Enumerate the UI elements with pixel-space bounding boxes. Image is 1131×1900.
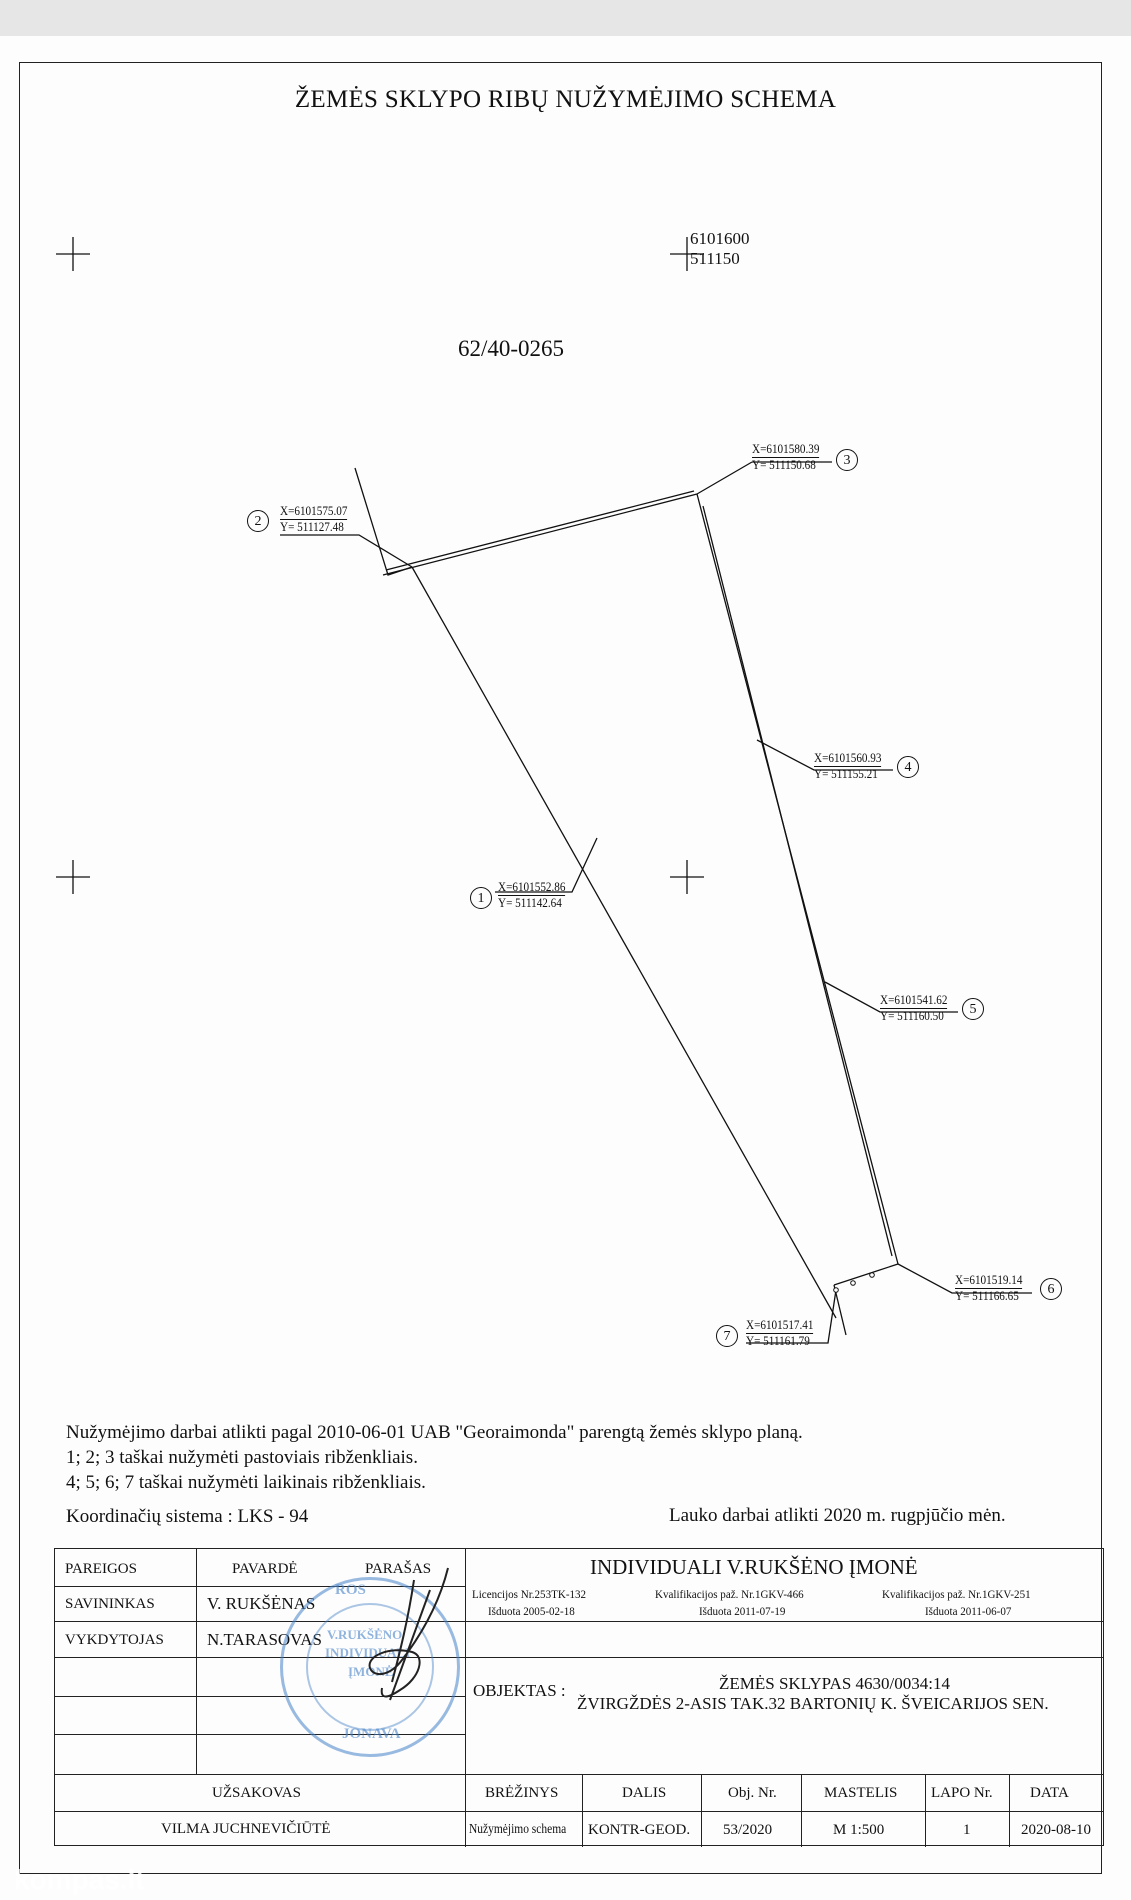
coord-y-3: Y= 511150.68 bbox=[752, 457, 816, 472]
role-executor: VYKDYTOJAS bbox=[65, 1632, 164, 1648]
name-owner: V. RUKŠĖNAS bbox=[207, 1594, 316, 1613]
header-signature: PARAŠAS bbox=[365, 1561, 432, 1577]
header-role: PAREIGOS bbox=[65, 1561, 137, 1577]
license-1: Licencijos Nr.253TK-132 bbox=[472, 1587, 587, 1601]
boundary-line-3-6-inner bbox=[703, 506, 892, 1256]
license-3-issued: Išduota 2011-06-07 bbox=[925, 1604, 1012, 1618]
marker-point bbox=[851, 1281, 856, 1286]
coord-x-2: X=6101575.07 bbox=[280, 503, 348, 518]
boundary-line-6-7 bbox=[834, 1264, 898, 1285]
coord-x-4: X=6101560.93 bbox=[814, 750, 882, 765]
grid-cross-mid-center bbox=[670, 860, 704, 894]
point-number-7: 7 bbox=[716, 1325, 738, 1347]
coord-x-7: X=6101517.41 bbox=[746, 1317, 814, 1332]
license-3: Kvalifikacijos paž. Nr.1GKV-251 bbox=[882, 1587, 1031, 1601]
marker-point bbox=[834, 1288, 839, 1293]
boundary-line-2-3-inner bbox=[386, 491, 694, 570]
license-2-issued: Išduota 2011-07-19 bbox=[699, 1604, 786, 1618]
coord-x-3: X=6101580.39 bbox=[752, 441, 820, 456]
object-line-1: ŽEMĖS SKLYPAS 4630/0034:14 bbox=[719, 1674, 950, 1693]
coord-y-1: Y= 511142.64 bbox=[498, 895, 562, 910]
point-number-2: 2 bbox=[247, 510, 269, 532]
stamp-text-mid3: ĮMONĖ bbox=[348, 1664, 394, 1679]
role-owner: SAVININKAS bbox=[65, 1596, 155, 1612]
coord-x-1: X=6101552.86 bbox=[498, 879, 566, 894]
company-name: INDIVIDUALI V.RUKŠĖNO ĮMONĖ bbox=[590, 1555, 918, 1579]
coord-y-7: Y= 511161.79 bbox=[746, 1333, 810, 1348]
col-part: DALIS bbox=[622, 1785, 667, 1801]
coord-y-5: Y= 511160.50 bbox=[880, 1008, 944, 1023]
leader-2 bbox=[280, 535, 412, 567]
col-date: DATA bbox=[1030, 1785, 1069, 1801]
coord-y-6: Y= 511166.65 bbox=[955, 1288, 1019, 1303]
grid-ref-x: 6101600 bbox=[690, 229, 750, 248]
point-number-5: 5 bbox=[962, 998, 984, 1020]
coord-label-5 bbox=[880, 993, 947, 1023]
name-executor: N.TARASOVAS bbox=[207, 1630, 322, 1649]
field-work-date: Lauko darbai atlikti 2020 m. rugpjūčio mėn. bbox=[669, 1505, 1006, 1526]
col-sheet: LAPO Nr. bbox=[931, 1785, 993, 1801]
license-1-issued: Išduota 2005-02-18 bbox=[488, 1604, 575, 1618]
col-scale: MASTELIS bbox=[824, 1785, 898, 1801]
stamp-text-mid2: INDIVIDUALI bbox=[325, 1645, 411, 1660]
value-part: KONTR-GEOD. bbox=[588, 1822, 691, 1838]
page-title: ŽEMĖS SKLYPO RIBŲ NUŽYMĖJIMO SCHEMA bbox=[294, 86, 837, 113]
point-number-4: 4 bbox=[897, 756, 919, 778]
coord-label-6 bbox=[955, 1273, 1022, 1303]
note-line-2: 1; 2; 3 taškai nužymėti pastoviais ribženkliais. bbox=[66, 1447, 418, 1468]
value-drawing: Nužymėjimo schema bbox=[469, 1822, 567, 1837]
marker-point bbox=[870, 1273, 875, 1278]
license-2: Kvalifikacijos paž. Nr.1GKV-466 bbox=[655, 1587, 804, 1601]
col-obj-nr: Obj. Nr. bbox=[728, 1785, 777, 1801]
grid-ref-y: 511150 bbox=[690, 249, 740, 268]
note-line-3: 4; 5; 6; 7 taškai nužymėti laikinais ribženkliais. bbox=[66, 1472, 426, 1493]
customer-label: UŽSAKOVAS bbox=[212, 1785, 301, 1801]
value-obj-nr: 53/2020 bbox=[723, 1822, 773, 1838]
coord-label-1 bbox=[498, 880, 565, 910]
value-sheet: 1 bbox=[963, 1822, 971, 1838]
point-number-1: 1 bbox=[470, 887, 492, 909]
coord-label-4 bbox=[814, 751, 881, 781]
stamp-text-top: ROS bbox=[335, 1582, 366, 1598]
coord-label-3 bbox=[752, 442, 819, 472]
boundary-line-2-3 bbox=[383, 494, 697, 575]
coord-label-2 bbox=[280, 504, 347, 534]
grid-cross-top-center bbox=[670, 237, 704, 271]
object-line-2: ŽVIRGŽDĖS 2-ASIS TAK.32 BARTONIŲ K. ŠVEICARIJOS SEN. bbox=[577, 1694, 1049, 1713]
coord-y-4: Y= 511155.21 bbox=[814, 766, 878, 781]
boundary-line-2-7 bbox=[412, 567, 836, 1318]
customer-name: VILMA JUCHNEVIČIŪTĖ bbox=[161, 1821, 331, 1837]
col-drawing: BRĖŽINYS bbox=[485, 1785, 559, 1801]
grid-cross-top-left bbox=[56, 237, 90, 271]
parcel-id: 62/40-0265 bbox=[458, 336, 565, 361]
stamp-text-mid1: V.RUKŠĖNO bbox=[327, 1627, 403, 1642]
boundary-extension-2 bbox=[355, 468, 412, 575]
signature bbox=[330, 1560, 470, 1720]
point-number-6: 6 bbox=[1040, 1278, 1062, 1300]
coord-x-6: X=6101519.14 bbox=[955, 1272, 1023, 1287]
coord-y-2: Y= 511127.48 bbox=[280, 519, 344, 534]
coordinate-system: Koordinačių sistema : LKS - 94 bbox=[66, 1506, 309, 1527]
header-name: PAVARDĖ bbox=[232, 1561, 298, 1577]
value-date: 2020-08-10 bbox=[1021, 1822, 1091, 1838]
object-label: OBJEKTAS : bbox=[473, 1681, 566, 1700]
grid-cross-mid-left bbox=[56, 860, 90, 894]
title-block bbox=[54, 1548, 1104, 1846]
point-number-3: 3 bbox=[836, 449, 858, 471]
value-scale: M 1:500 bbox=[833, 1822, 885, 1838]
stamp-text-bottom: JONAVA bbox=[342, 1726, 401, 1742]
note-line-1: Nužymėjimo darbai atlikti pagal 2010-06-01 UAB "Georaimonda" parengtą žemės sklypo planą. bbox=[66, 1422, 803, 1443]
coord-label-7 bbox=[746, 1318, 813, 1348]
coord-x-5: X=6101541.62 bbox=[880, 992, 948, 1007]
watermark-logo: kompas.lt bbox=[14, 1864, 145, 1895]
